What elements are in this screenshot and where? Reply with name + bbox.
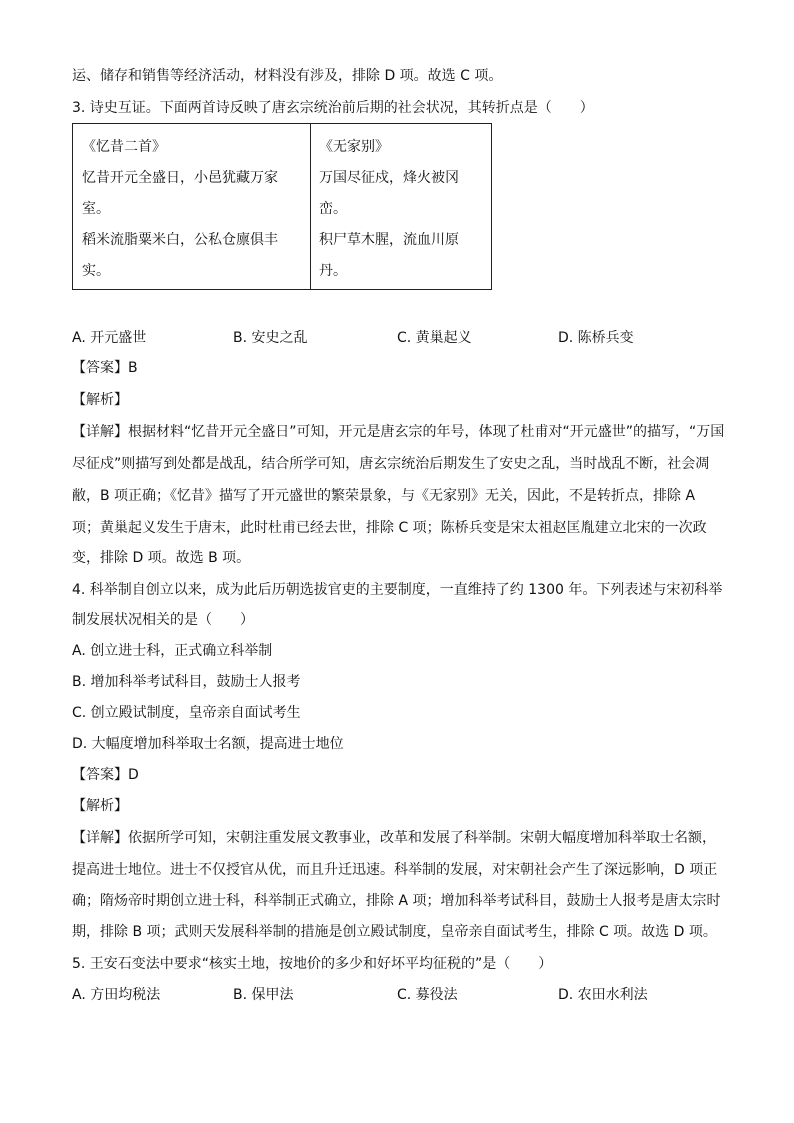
q4-detail-line: 期，排除 B 项；武则天发展科举制的措施是创立殿试制度，皇帝亲自面试考生，排除 C 项。故选 D 项。 — [72, 924, 717, 940]
q5-option-c: C. 募役法 — [397, 987, 458, 1003]
q3-option-b: B. 安史之乱 — [233, 330, 308, 346]
poem-left-title: 《忆昔二首》 — [82, 139, 166, 155]
table-divider — [310, 124, 311, 289]
question-4-stem: 4. 科举制自创立以来，成为此后历朝选拔官吏的主要制度，一直维持了约 1300 年。下列表述与宋初科举 — [72, 582, 723, 598]
q5-option-d: D. 农田水利法 — [558, 987, 648, 1003]
poem-right-line: 丹。 — [319, 263, 347, 279]
q4-option-d: D. 大幅度增加科举取士名额，提高进士地位 — [72, 736, 344, 752]
q4-option-c: C. 创立殿试制度，皇帝亲自面试考生 — [72, 705, 301, 721]
q4-analysis-label: 【解析】 — [72, 798, 128, 814]
q3-detail-line: 尽征戍”则描写到处都是战乱，结合所学可知，唐玄宗统治后期发生了安史之乱，当时战乱不断，社会凋 — [72, 456, 710, 472]
q3-answer: 【答案】B — [72, 360, 138, 376]
q3-option-d: D. 陈桥兵变 — [558, 330, 634, 346]
q5-option-b: B. 保甲法 — [233, 987, 294, 1003]
q4-option-b: B. 增加科举考试科目，鼓励士人报考 — [72, 674, 301, 690]
question-5-stem: 5. 王安石变法中要求“核实土地，按地价的多少和好坏平均征税的”是（ ） — [72, 956, 553, 972]
poem-right-line: 积尸草木腥，流血川原 — [319, 232, 459, 248]
q3-analysis-label: 【解析】 — [72, 392, 128, 408]
q3-option-c: C. 黄巢起义 — [397, 330, 472, 346]
poem-right-line: 万国尽征戍，烽火被冈 — [319, 170, 459, 186]
q4-detail-line: 【详解】依据所学可知，宋朝注重发展文教事业，改革和发展了科举制。宋朝大幅度增加科举取士名额， — [72, 830, 716, 846]
poem-left-line: 室。 — [82, 201, 110, 217]
q3-detail-line: 敝，B 项正确；《忆昔》描写了开元盛世的繁荣景象，与《无家别》无关，因此，不是转折点，排除 A — [72, 488, 696, 504]
poem-left-line: 稻米流脂粟米白，公私仓廪俱丰 — [82, 232, 278, 248]
poem-left-line: 忆昔开元全盛日，小邑犹藏万家 — [82, 170, 278, 186]
q3-option-a: A. 开元盛世 — [72, 330, 147, 346]
q3-detail-line: 项；黄巢起义发生于唐末，此时杜甫已经去世，排除 C 项；陈桥兵变是宋太祖赵匡胤建立北宋的一次政 — [72, 520, 707, 536]
poem-right-title: 《无家别》 — [319, 139, 389, 155]
q3-detail-line: 【详解】根据材料“忆昔开元全盛日”可知，开元是唐玄宗的年号，体现了杜甫对“开元盛世”的描写，“万国 — [72, 424, 725, 440]
poem-right-line: 峦。 — [319, 201, 347, 217]
question-3-stem: 3. 诗史互证。下面两首诗反映了唐玄宗统治前后期的社会状况，其转折点是（ ） — [72, 100, 594, 116]
q4-answer: 【答案】D — [72, 767, 139, 783]
q3-detail-line: 变，排除 D 项。故选 B 项。 — [72, 550, 251, 566]
poem-right-cell — [319, 132, 484, 287]
poem-table — [72, 123, 492, 290]
poem-left-cell — [82, 132, 302, 287]
poem-left-line: 实。 — [82, 263, 110, 279]
question-4-stem: 制发展状况相关的是（ ） — [72, 612, 254, 628]
q4-detail-line: 提高进士地位。进士不仅授官从优，而且升迁迅速。科举制的发展，对宋朝社会产生了深远影响，D 项正 — [72, 862, 718, 878]
previous-analysis-tail: 运、储存和销售等经济活动，材料没有涉及，排除 D 项。故选 C 项。 — [72, 68, 503, 84]
q4-detail-line: 确；隋炀帝时期创立进士科，科举制正式确立，排除 A 项；增加科举考试科目，鼓励士人报考是唐太宗时 — [72, 893, 721, 909]
q5-option-a: A. 方田均税法 — [72, 987, 161, 1003]
q4-option-a: A. 创立进士科，正式确立科举制 — [72, 643, 273, 659]
